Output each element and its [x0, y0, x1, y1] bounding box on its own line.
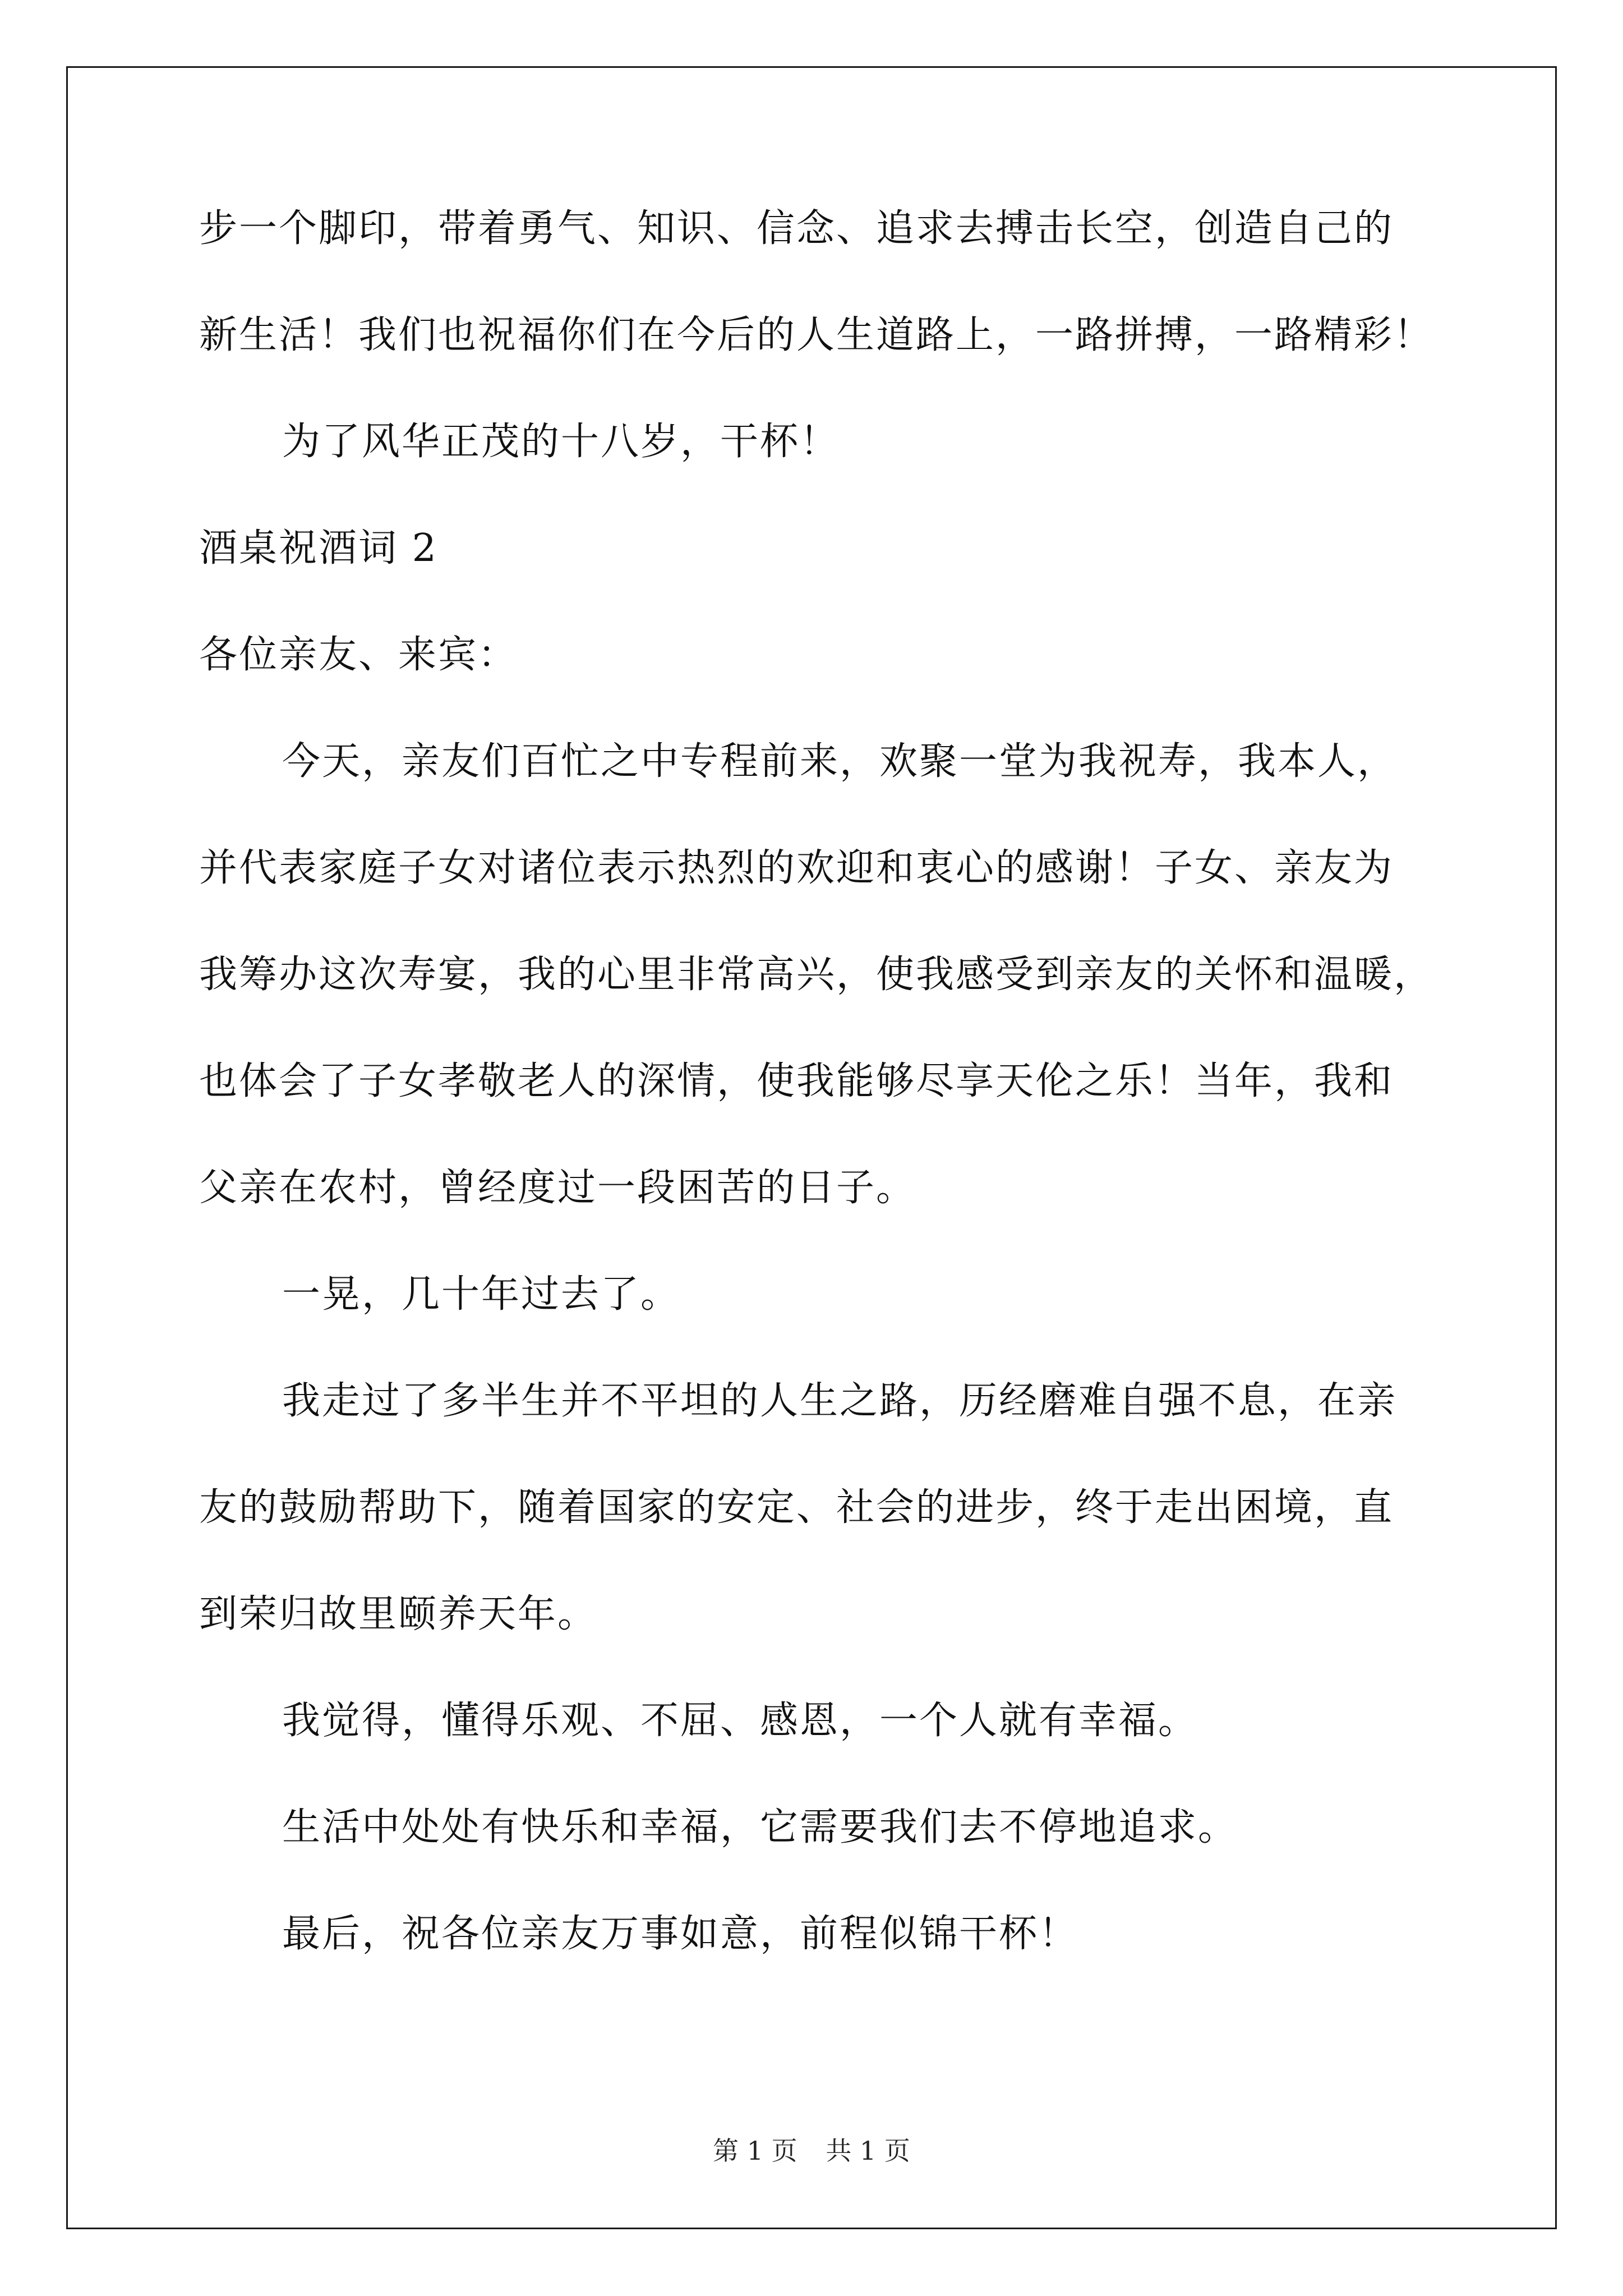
- page-footer: [0, 2135, 1623, 2166]
- paragraph-line: 我觉得，懂得乐观、不屈、感恩，一个人就有幸福。: [282, 1699, 1198, 1743]
- paragraph-line: 到荣归故里颐养天年。: [199, 1592, 598, 1636]
- paragraph-line: 并代表家庭子女对诸位表示热烈的欢迎和衷心的感谢！子女、亲友为: [199, 846, 1394, 890]
- paragraph-line: 也体会了子女孝敬老人的深情，使我能够尽享天伦之乐！当年，我和: [199, 1059, 1394, 1103]
- paragraph-line: 生活中处处有快乐和幸福，它需要我们去不停地追求。: [282, 1805, 1238, 1849]
- paragraph-line: 我走过了多半生并不平坦的人生之路，历经磨难自强不息，在亲: [282, 1379, 1398, 1423]
- paragraph-line: 我筹办这次寿宴，我的心里非常高兴，使我感受到亲友的关怀和温暖，: [199, 953, 1434, 997]
- paragraph-line: 父亲在农村，曾经度过一段困苦的日子。: [199, 1166, 916, 1210]
- paragraph-line: 一晃，几十年过去了。: [282, 1272, 681, 1317]
- salutation: 各位亲友、来宾：: [199, 633, 518, 677]
- page-number-total: 共 1 页: [826, 2136, 910, 2166]
- paragraph-line: 步一个脚印，带着勇气、知识、信念、追求去搏击长空，创造自己的: [199, 206, 1394, 251]
- section-heading: 酒桌祝酒词 2: [199, 526, 438, 570]
- paragraph-line: 今天，亲友们百忙之中专程前来，欢聚一堂为我祝寿，我本人，: [282, 739, 1398, 784]
- page-number-current: 第 1 页: [713, 2136, 797, 2166]
- paragraph-line: 友的鼓励帮助下，随着国家的安定、社会的进步，终于走出困境，直: [199, 1485, 1394, 1530]
- document-body: [199, 208, 1461, 2019]
- paragraph-line: 为了风华正茂的十八岁，干杯！: [282, 420, 840, 464]
- paragraph-line: 新生活！我们也祝福你们在今后的人生道路上，一路拼搏，一路精彩！: [199, 313, 1434, 357]
- paragraph-line: 最后，祝各位亲友万事如意，前程似锦干杯！: [282, 1912, 1079, 1956]
